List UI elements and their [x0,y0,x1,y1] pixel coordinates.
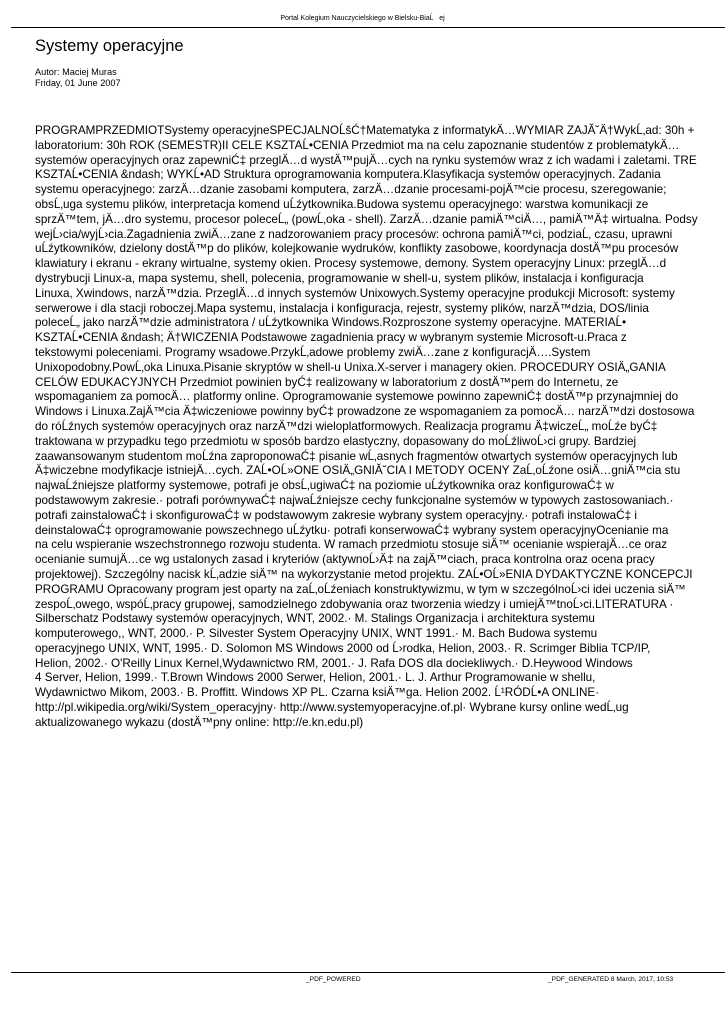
body-line: serwerowe i dla stacji roboczej.Mapa systemu, instalacja i konfiguracja, rejestr, systemy plików, narzÄ™dzia, DOS/linia [35,301,649,315]
body-line: KSZTAĹ•CENIA &ndash; Ä†WICZENIA Podstawowe zagadnienia pracy w wybranym systemie Microsoft-u.Praca z [35,331,627,345]
page-header: Portal Kolegium Nauczycielskiego w Bielsku-BiaĹej [280,15,445,22]
body-line: do róĹźnych systemów operacyjnych oraz narzÄ™dzi wieloplatformowych. Realizacja programu Ä‡wiczeĹ„ moĹźe byĆ‡ [35,419,658,433]
article-author: Autor: Maciej Muras [35,67,117,77]
body-line: zespoĹ‚owego, wspóĹ‚pracy grupowej, samodzielnego zdobywania oraz tworzenia wiedzy i umiejÄ™tnoĹ›ci.LITERATURA · [35,597,674,611]
body-line: CELÓW EDUKACYJNYCH Przedmiot powinien byĆ‡ realizowany w laboratorium z dostÄ™pem do Internetu, ze [35,375,619,389]
body-line: Unixopodobny.PowĹ‚oka Linuxa.Pisanie skryptów w shell-u Unixa.X-server i managery okien. PROCEDURY OSIÄ„GANIA [35,360,666,374]
article-date: Friday, 01 June 2007 [35,78,121,88]
body-line: systemu operacyjnego: zarzÄ…dzanie zasobami komputera, zarzÄ…dzanie procesami-pojÄ™cie procesu, szeregowanie; [35,183,667,197]
body-line: tekstowymi poleceniami. Programy wsadowe.PrzykĹ‚adowe problemy zwiÄ…zane z konfiguracjÄ….System [35,345,591,359]
body-line: deinstalowaĆ‡ oprogramowanie powszechnego uĹźytku· potrafi konserwowaĆ‡ wybrany system operacyjnyOcenianie ma [35,523,669,537]
footer-generated: _PDF_GENERATED 8 March, 2017, 10:53 [548,976,674,983]
body-line: najwaĹźniejsze platformy systemowe, potrafi je obsĹ‚ugiwaĆ‡ na poziomie uĹźytkownika oraz konfigurowaĆ‡ w [35,479,614,493]
body-line: poleceĹ„ jako narzÄ™dzie administratora / uĹźytkownika Windows.Rozproszone systemy operacyjne. MATERIAĹ• [35,316,627,330]
body-line: na celu wspieranie wszechstronnego rozwoju studenta. W ramach przedmiotu stosuje siÄ™ ocenianie wspierajÄ…ce oraz [35,538,668,552]
body-line: ocenianie sumujÄ…ce wg ustalonych zasad i kryteriów (aktywnoĹ›Ä‡ na zajÄ™ciach, praca kontrolna oraz ocena pracy [35,553,655,567]
article-body [35,124,725,731]
body-line: operacyjnego UNIX, WNT, 1995.· D. Solomon MS Windows 2000 od Ĺ›rodka, Helion, 2003.· R. Scrimger Biblia TCP/IP, [35,641,651,655]
body-line: sprzÄ™tem, jÄ…dro systemu, procesor poleceĹ„ (powĹ‚oka - shell). ZarzÄ…dzanie pamiÄ™ciÄ…, pamiÄ™Ä‡ wirtualna. Podsy [35,212,698,226]
body-line: Ä‡wiczebne modyfikacje istniejÄ…cych. ZAĹ•OĹ»ONE OSIÄ„GNIĂ˘CIA I METODY OCENY ZaĹ‚oĹźone osiÄ…gniÄ™cia stu [35,464,681,478]
body-line: podstawowym zakresie.· potrafi porównywaĆ‡ najwaĹźniejsze cechy funkcjonalne systemów w typowych zastosowaniach.· [35,493,674,507]
header-divider [11,27,725,28]
body-line: Silberschatz Podstawy systemów operacyjnych, WNT, 2002.· M. Stalings Organizacja i architektura systemu [35,612,595,626]
body-line: systemów operacyjnych oraz zapewniĆ‡ przeglÄ…d wystÄ™pujÄ…cych na rynku systemów wraz z ich wadami i zaletami. TRE [35,153,697,167]
body-line: zaawansowanym studentom moĹźna zaproponowaĆ‡ pisanie wĹ‚asnych fragmentów otwartych systemów operacyjnych lub [35,449,678,463]
article-meta [35,67,121,89]
body-line: dystrybucji Linux-a, mapa systemu, shell, polecenia, programowanie w shell-u, system plików, instalacja i konfiguracja [35,271,644,285]
body-line: aktualizowanego wykazu (dostÄ™pny online: http://e.kn.edu.pl) [35,715,364,729]
body-line: wspomaganiem za pomocÄ… platformy online. Oprogramowanie systemowe powinno zapewniĆ‡ dostÄ™p przynajmniej do [35,390,679,404]
body-line: Linuxa, Xwindows, narzÄ™dzia. PrzeglÄ…d innych systemów Unixowych.Systemy operacyjne produkcji Microsoft: systemy [35,286,675,300]
body-line: Wydawnictwo Mikom, 2003.· B. Proffitt. Windows XP PL. Czarna ksiÄ™ga. Helion 2002. Ĺ¹RÓDĹ•A ONLINE· [35,686,600,700]
body-line: wejĹ›cia/wyjĹ›cia.Zagadnienia zwiÄ…zane z nadzorowaniem pracy procesów: ochrona pamiÄ™ci, podziaĹ‚ czasu, uprawni [35,227,673,241]
body-line: klawiatury i ekranu - ekrany wirtualne, systemy okien. Procesy systemowe, demony. System operacyjny Linux: przeglÄ…d [35,257,667,271]
body-line: projektowej). Szczególny nacisk kĹ‚adzie siÄ™ na wykorzystanie metod projektu. ZAĹ•OĹ»ENIA DYDAKTYCZNE KONCEPCJI [35,567,693,581]
body-line: 4 Server, Helion, 1999.· T.Brown Windows 2000 Serwer, Helion, 2001.· L. J. Arthur Programowanie w shellu, [35,671,596,685]
article-title: Systemy operacyjne [35,37,184,55]
body-line: http://pl.wikipedia.org/wiki/System_operacyjny· http://www.systemyoperacyjne.of.pl· Wybrane kursy online wedĹ‚ug [35,701,629,715]
footer-powered: _PDF_POWERED [306,976,361,983]
footer-divider [11,972,725,973]
body-line: obsĹ‚uga systemu plików, interpretacja komend uĹźytkownika.Budowa systemu operacyjnego: warstwa komunikacji ze [35,197,649,211]
body-line: potrafi zainstalowaĆ‡ i skonfigurowaĆ‡ w podstawowym zakresie wybrany system operacyjny.· potrafi instalowaĆ‡ i [35,508,637,522]
body-line: KSZTAĹ•CENIA &ndash; WYKĹ•AD Struktura oprogramowania komputera.Klasyfikacja systemów operacyjnych. Zadania [35,168,661,182]
body-line: PROGRAMPRZEDMIOTSystemy operacyjneSPECJALNOĹšĆ†Matematyka z informatykÄ…WYMIAR ZAJĂ˘Ä†WykĹ‚ad: 30h + [35,124,695,137]
body-line: komputerowego,, WNT, 2000.· P. Silvester System Operacyjny UNIX, WNT 1991.· M. Bach Budowa systemu [35,627,598,641]
body-line: uĹźytkowników, dzielony dostÄ™p do plików, kolejkowanie wydruków, konflikty zasobowe, koordynacja dostÄ™pu procesów [35,242,679,256]
body-line: Helion, 2002.· O'Reilly Linux Kernel,Wydawnictwo RM, 2001.· J. Rafa DOS dla dociekliwych.· D.Heywood Windows [35,656,633,670]
body-line: Windows i Linuxa.ZajÄ™cia Ä‡wiczeniowe powinny byĆ‡ prowadzone ze wspomaganiem za pomocÄ… narzÄ™dzi dostosowa [35,405,695,419]
body-line: laboratorium: 30h ROK (SEMESTR)II CELE KSZTAĹ•CENIA Przedmiot ma na celu zapoznanie studentów z problematykÄ… [35,138,680,152]
body-line: traktowana w przypadku tego przedmiotu w sposób bardzo elastyczny, dopasowany do moĹźliwoĹ›ci grupy. Bardziej [35,434,637,448]
body-line: PROGRAMU Opracowany program jest oparty na zaĹ‚oĹźeniach konstruktywizmu, w tym w szczególnoĹ›ci idei uczenia siÄ™ [35,582,686,596]
